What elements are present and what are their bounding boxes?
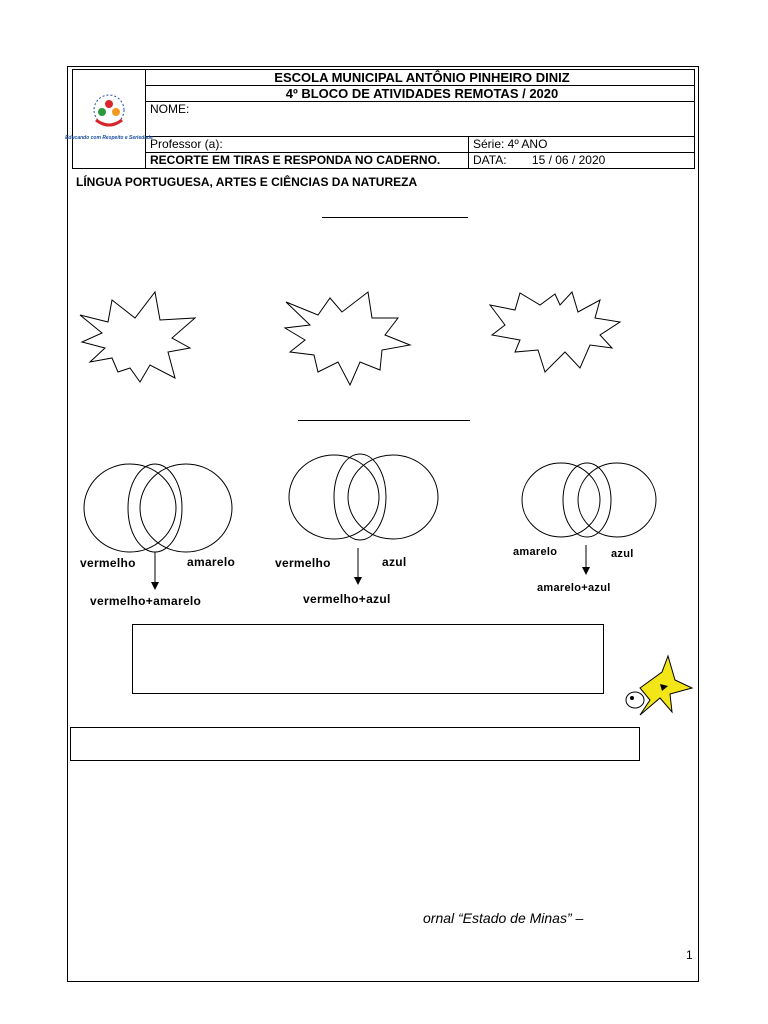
venn-3-result-label: amarelo+azul [537,582,611,594]
teacher-label: Professor (a): [150,137,223,151]
subject-heading: LÍNGUA PORTUGUESA, ARTES E CIÊNCIAS DA NATUREZA [76,175,418,189]
venn-diagram-1 [84,464,232,590]
venn-2-left-label: vermelho [275,556,331,570]
date-value: 15 / 06 / 2020 [531,153,606,167]
venn-3-right-label: azul [611,548,634,560]
source-citation: ornal “Estado de Minas” – [423,910,584,926]
burst-shape-2 [285,292,410,385]
star-mascot-icon [626,656,692,715]
venn-1-result-label: vermelho+amarelo [90,594,202,608]
answer-box-2[interactable] [70,727,640,761]
page-number: 1 [686,948,693,962]
date-label: DATA: [473,153,507,167]
grade-label: Série: 4º ANO [473,137,548,151]
venn-1-left-label: vermelho [80,556,136,570]
burst-shape-1 [80,292,195,382]
burst-shape-3 [490,292,620,372]
venn-diagram-3 [522,463,656,575]
svg-text:Educando com Respeito e Seried: Educando com Respeito e Seriedade [65,135,153,141]
instruction: RECORTE EM TIRAS E RESPONDA NO CADERNO. [146,153,469,169]
name-label: NOME: [150,102,190,116]
venn-2-right-label: azul [382,555,407,569]
venn-2-result-label: vermelho+azul [303,592,391,606]
venn-1-right-label: amarelo [187,555,236,569]
block-title: 4º BLOCO DE ATIVIDADES REMOTAS / 2020 [146,86,695,102]
school-name: ESCOLA MUNICIPAL ANTÔNIO PINHEIRO DINIZ [146,70,695,86]
venn-3-left-label: amarelo [513,546,558,558]
answer-box-1[interactable] [132,624,604,694]
